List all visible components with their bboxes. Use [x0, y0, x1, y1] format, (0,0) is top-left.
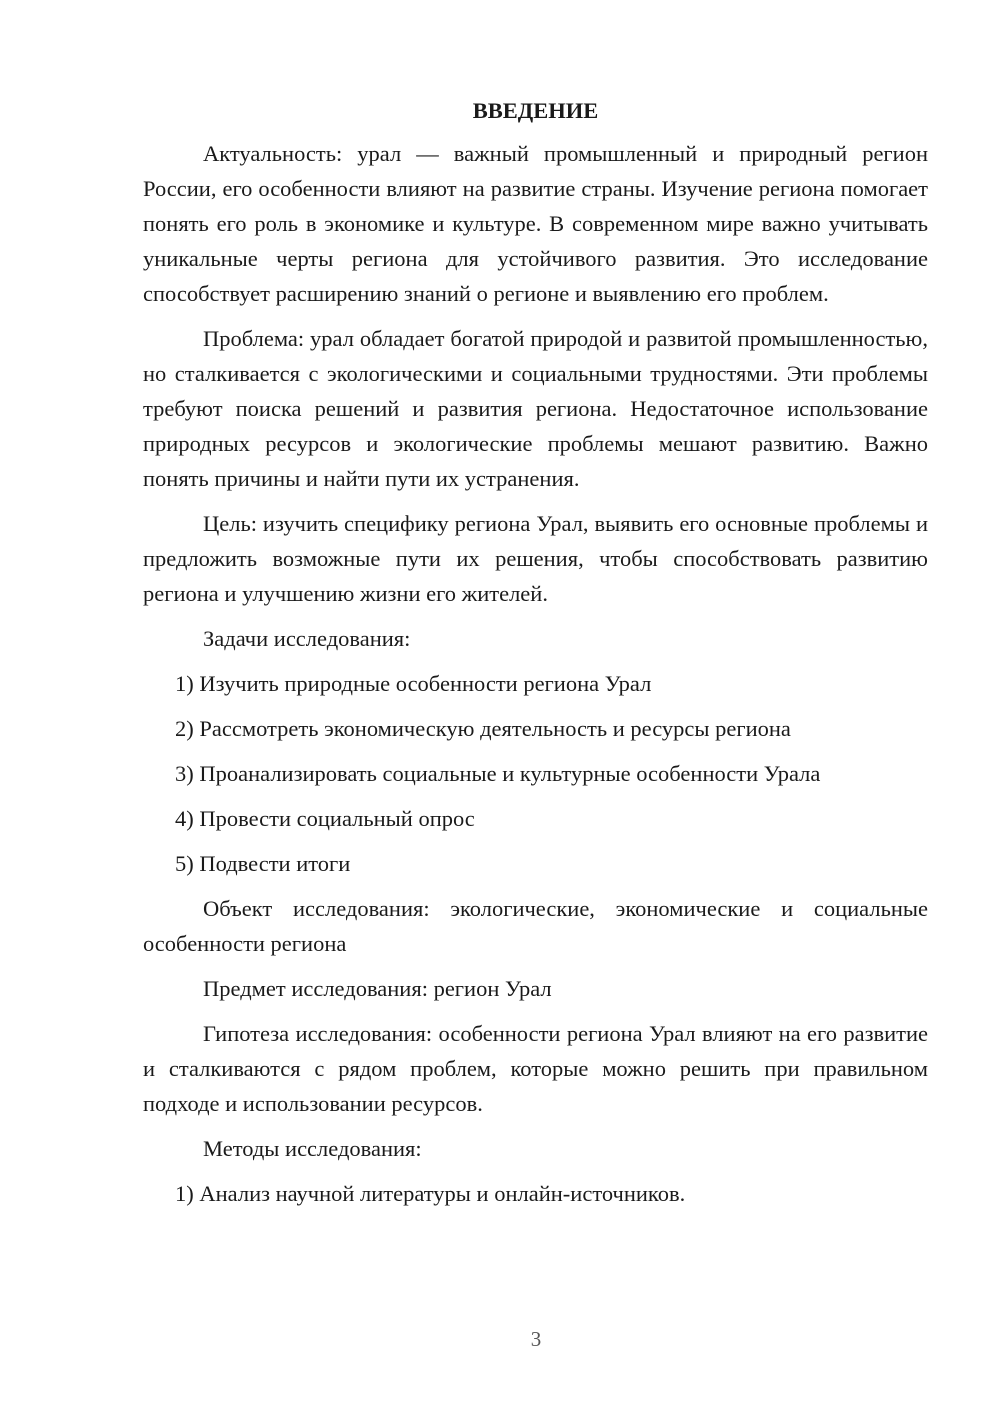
- task-item: 2) Рассмотреть экономическую деятельность и ресурсы региона: [175, 716, 791, 741]
- subject-paragraph: Предмет исследования: регион Урал: [203, 976, 552, 1001]
- methods-heading: Методы исследования:: [203, 1136, 422, 1161]
- method-item: 1) Анализ научной литературы и онлайн-источников.: [175, 1181, 686, 1206]
- task-item: 5) Подвести итоги: [175, 851, 351, 876]
- object-paragraph: Объект исследования: экологические, экономические и социальные особенности региона: [143, 896, 928, 956]
- task-item: 3) Проанализировать социальные и культурные особенности Урала: [175, 761, 821, 786]
- problem-paragraph: Проблема: урал обладает богатой природой и развитой промышленностью, но сталкивается с экологическими и социальными трудностями. Эти проблемы требуют поиска решений и развития региона. Недостаточное использование природных ресурсов и экологические проблемы мешают развитию. Важно понять причины и найти пути их устранения.: [143, 326, 928, 491]
- hypothesis-paragraph: Гипотеза исследования: особенности региона Урал влияют на его развитие и сталкиваются с рядом проблем, которые можно решить при правильном подходе и использовании ресурсов.: [143, 1021, 928, 1116]
- relevance-paragraph: Актуальность: урал — важный промышленный и природный регион России, его особенности влияют на развитие страны. Изучение региона помогает понять его роль в экономике и культуре. В современном мире важно учитывать уникальные черты региона для устойчивого развития. Это исследование способствует расширению знаний о регионе и выявлению его проблем.: [143, 141, 928, 306]
- tasks-heading: Задачи исследования:: [203, 626, 411, 651]
- document-page: [143, 96, 928, 1221]
- task-item: 4) Провести социальный опрос: [175, 806, 475, 831]
- page-number: 3: [530, 1327, 542, 1351]
- goal-paragraph: Цель: изучить специфику региона Урал, выявить его основные проблемы и предложить возможные пути их решения, чтобы способствовать развитию региона и улучшению жизни его жителей.: [143, 511, 928, 606]
- page-title: ВВЕДЕНИЕ: [472, 98, 599, 123]
- task-item: 1) Изучить природные особенности региона Урал: [175, 671, 652, 696]
